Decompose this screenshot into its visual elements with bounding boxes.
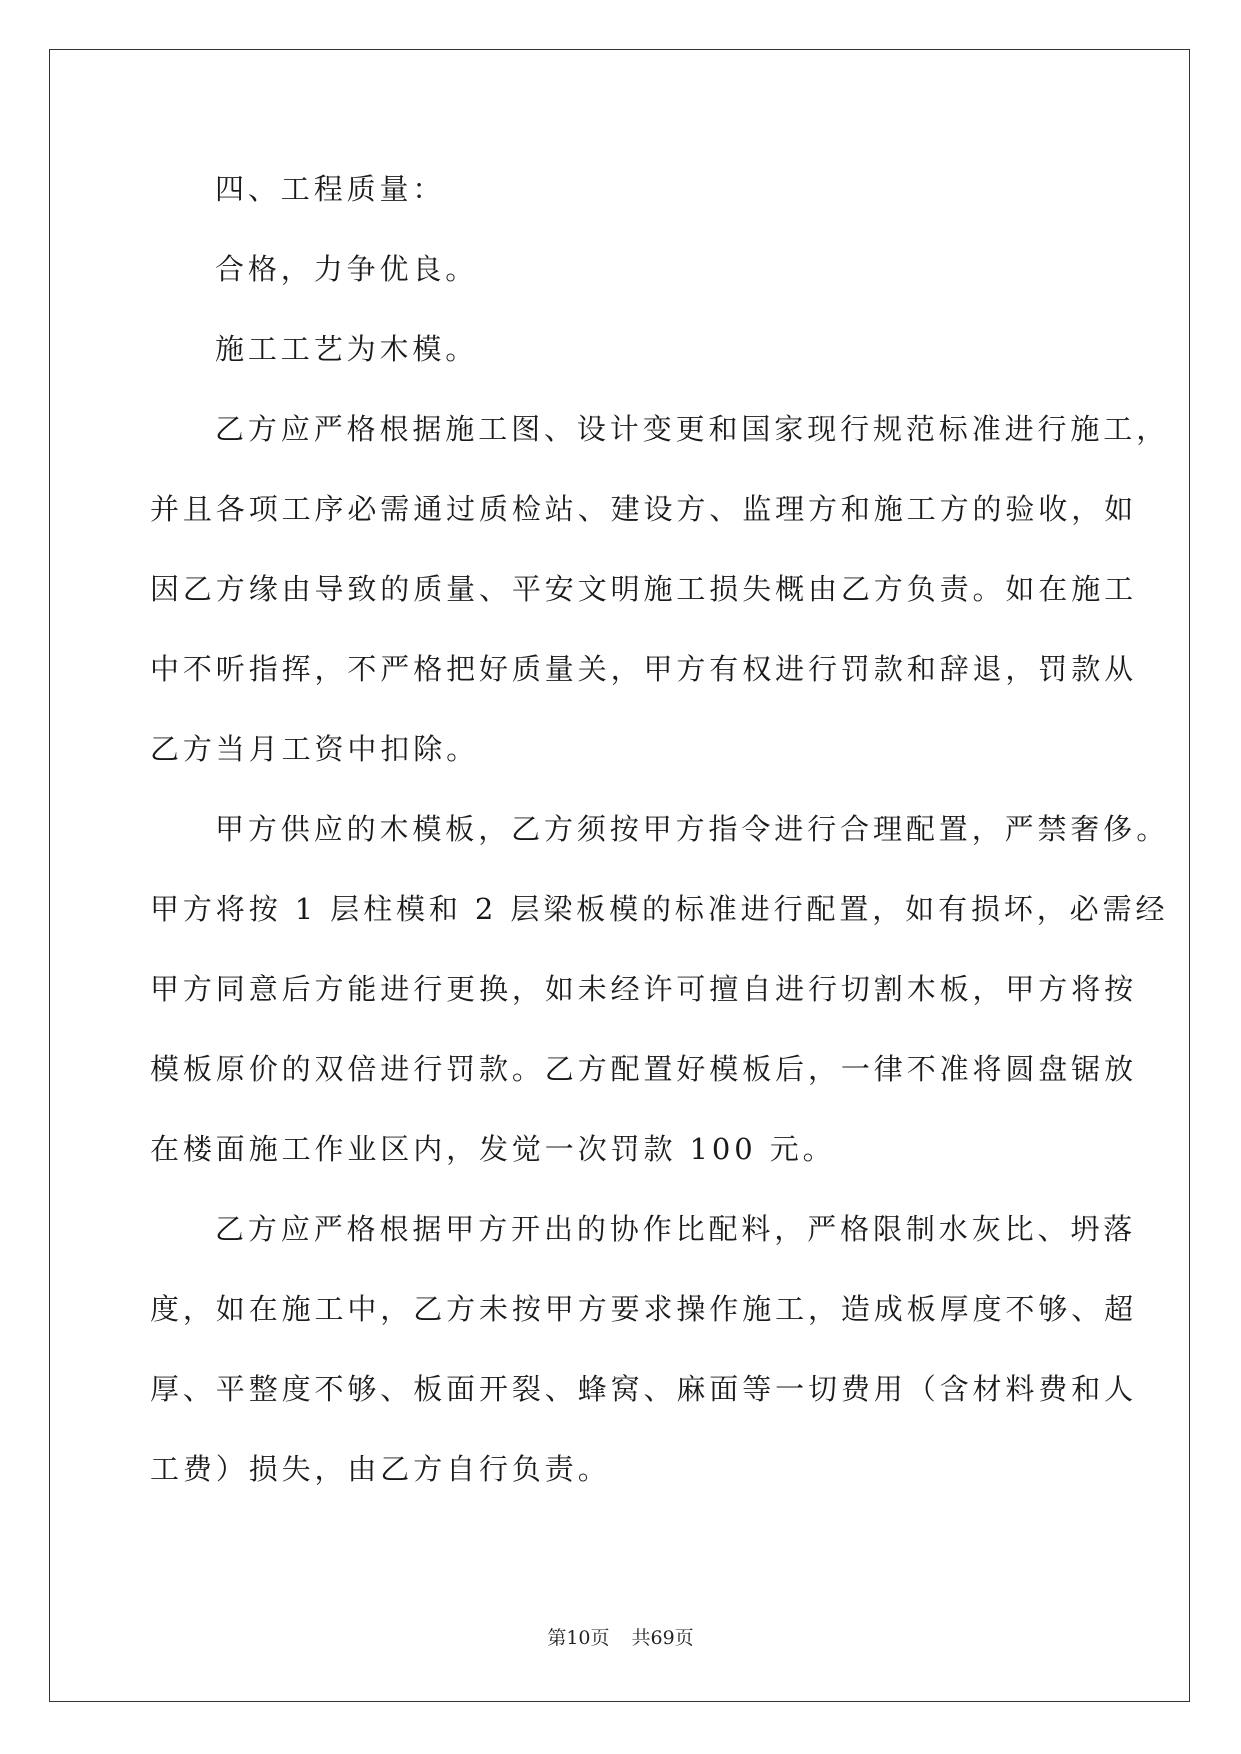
text-line: 乙方应严格根据甲方开出的协作比配料，严格限制水灰比、坍落 <box>215 1212 1137 1246</box>
text-line: 模板原价的双倍进行罚款。乙方配置好模板后，一律不准将圆盘锯放 <box>150 1052 1138 1086</box>
text-line: 度，如在施工中，乙方未按甲方要求操作施工，造成板厚度不够、超 <box>150 1292 1138 1326</box>
text-line: 合格，力争优良。 <box>215 252 479 286</box>
text-line: 并且各项工序必需通过质检站、建设方、监理方和施工方的验收，如 <box>150 492 1138 526</box>
page-footer <box>0 1625 1241 1651</box>
page-total: 共69页 <box>631 1627 694 1649</box>
text-line: 甲方同意后方能进行更换，如未经许可擅自进行切割木板，甲方将按 <box>150 972 1138 1006</box>
text-line: 施工工艺为木模。 <box>215 332 479 366</box>
text-line: 厚、平整度不够、板面开裂、蜂窝、麻面等一切费用（含材料费和人 <box>150 1372 1138 1406</box>
text-line: 在楼面施工作业区内，发觉一次罚款 100 元。 <box>150 1132 836 1166</box>
text-line: 因乙方缘由导致的质量、平安文明施工损失概由乙方负责。如在施工 <box>150 572 1138 606</box>
page-number: 第10页 <box>547 1627 610 1649</box>
text-line: 工费）损失，由乙方自行负责。 <box>150 1452 611 1486</box>
text-line: 乙方应严格根据施工图、设计变更和国家现行规范标准进行施工， <box>215 412 1170 446</box>
text-line: 四、工程质量： <box>215 172 446 206</box>
text-line: 甲方将按 1 层柱模和 2 层梁板模的标准进行配置，如有损坏，必需经 <box>150 892 1169 926</box>
document-body <box>150 160 1170 1520</box>
text-line: 乙方当月工资中扣除。 <box>150 732 480 766</box>
text-line: 中不听指挥，不严格把好质量关，甲方有权进行罚款和辞退，罚款从 <box>150 652 1138 686</box>
text-line: 甲方供应的木模板，乙方须按甲方指令进行合理配置，严禁奢侈。 <box>215 812 1170 846</box>
